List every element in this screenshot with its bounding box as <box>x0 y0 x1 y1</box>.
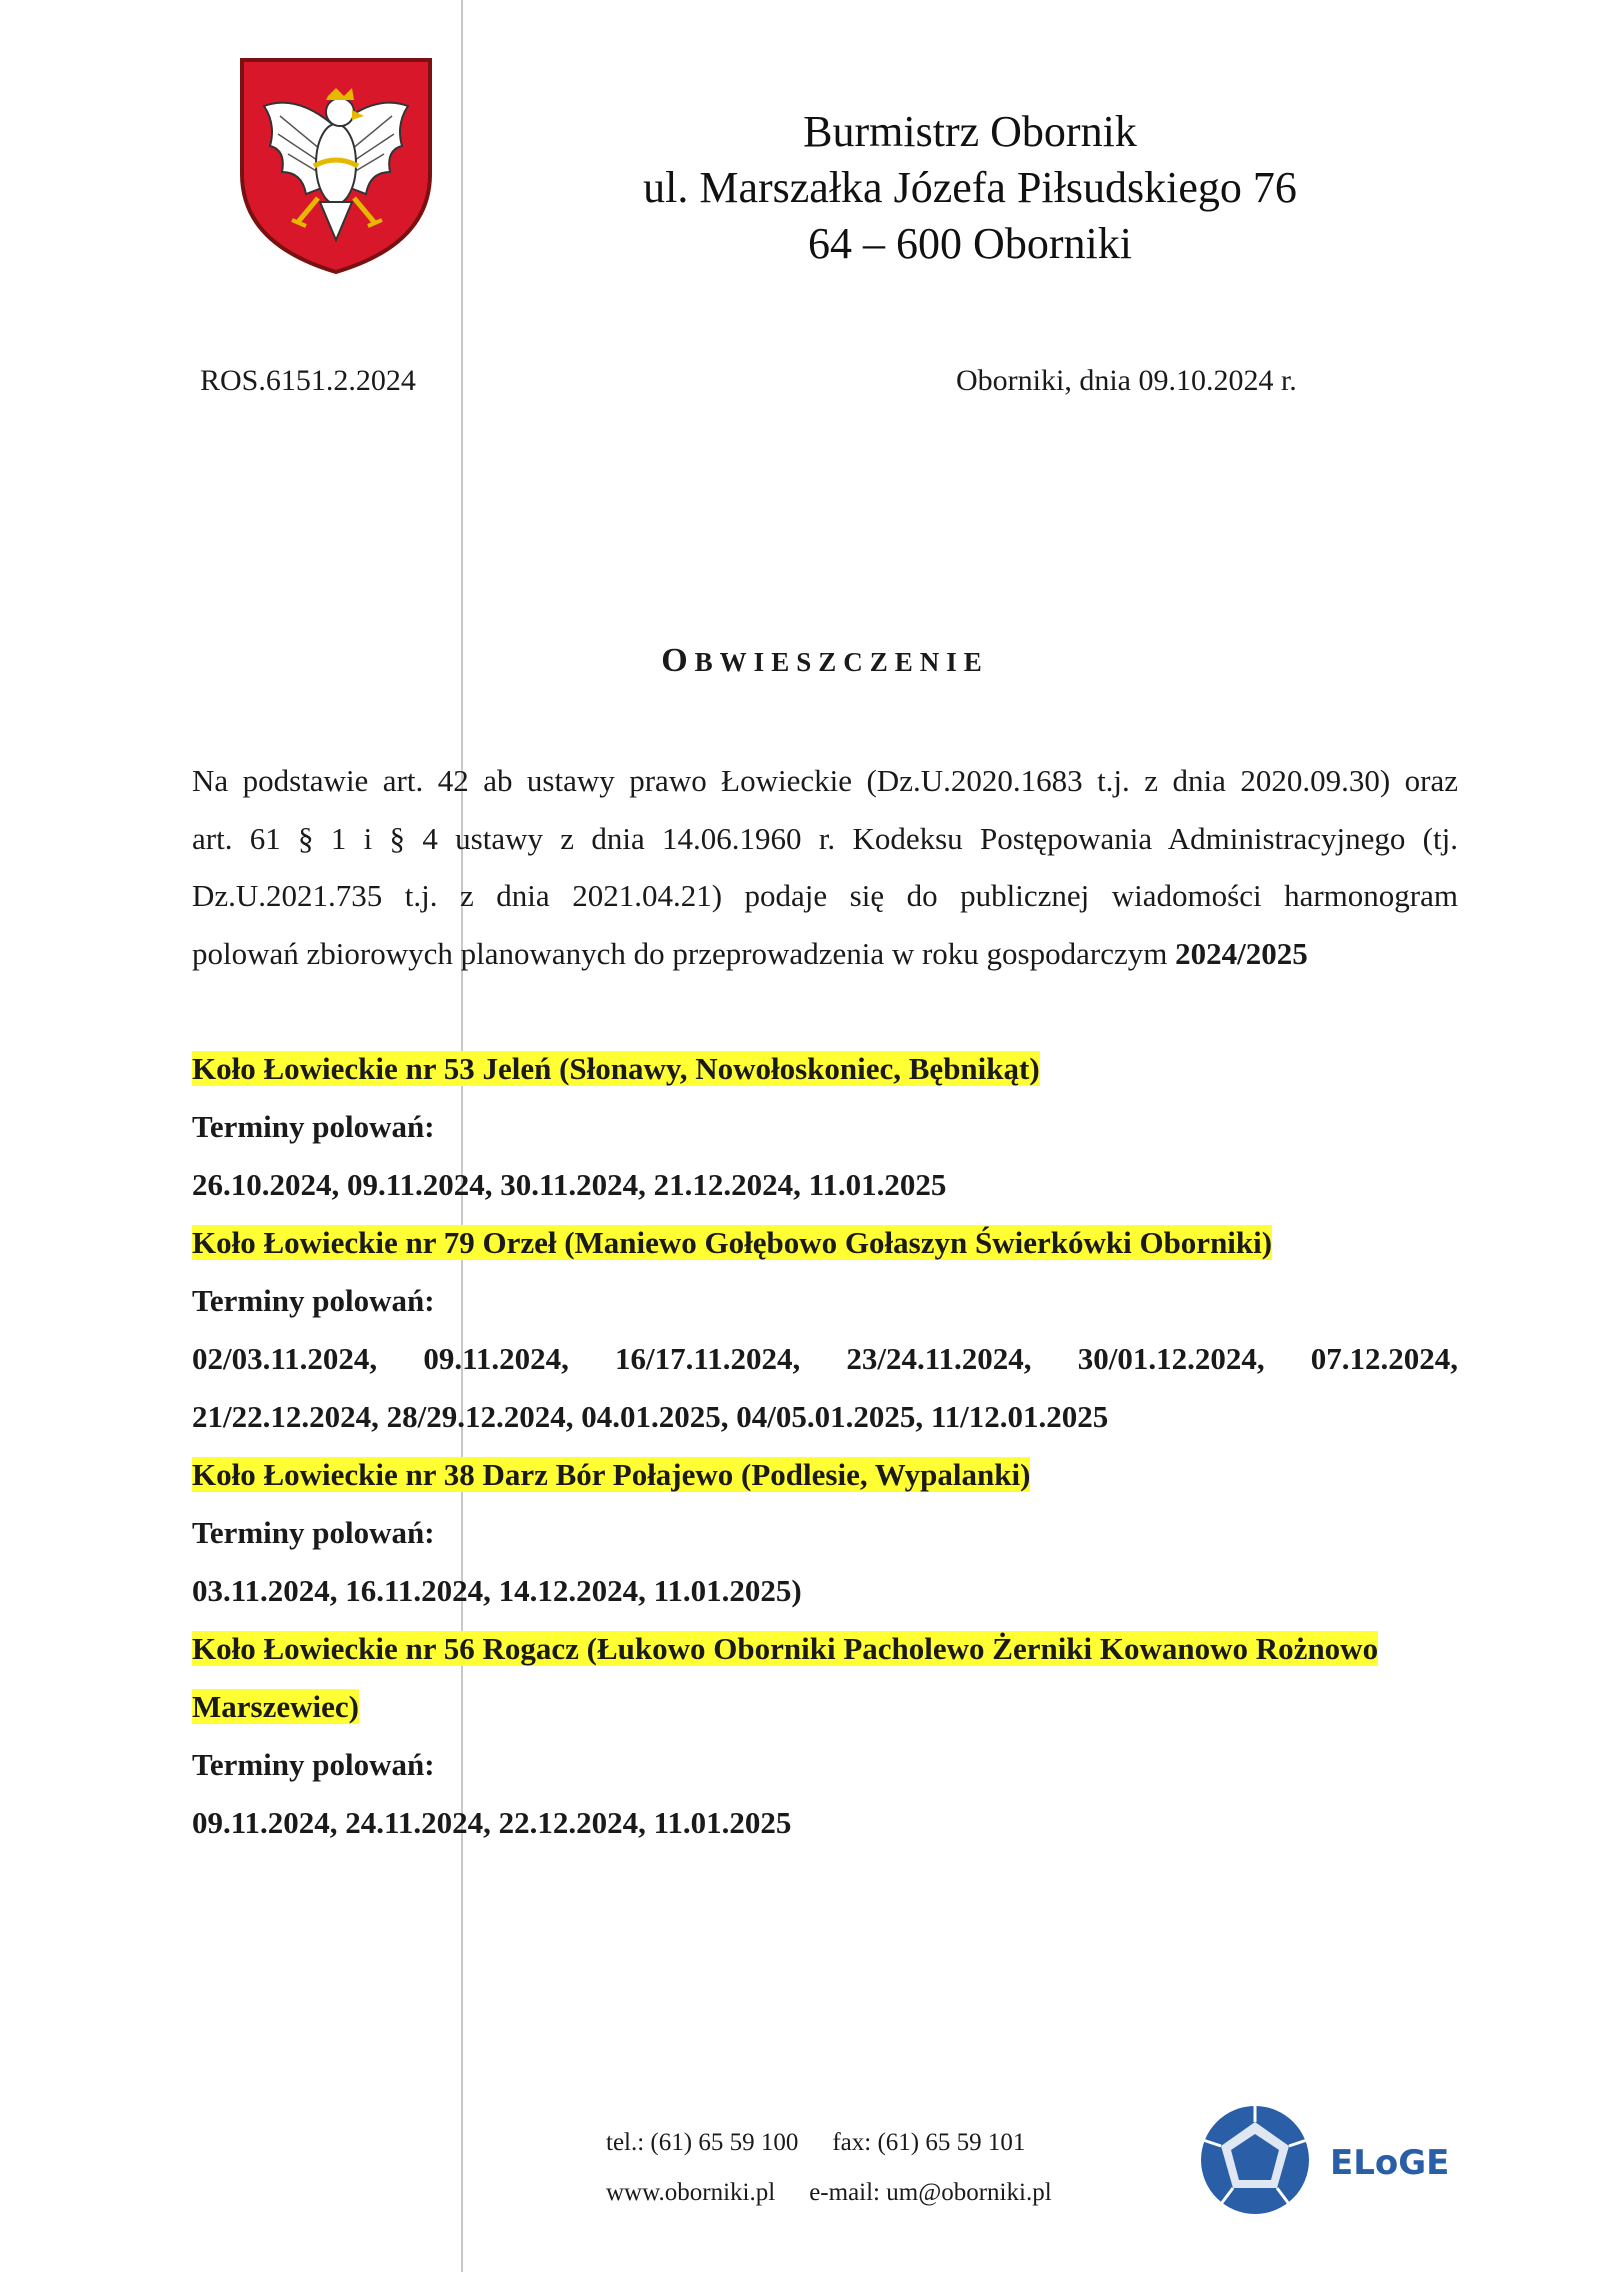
footer-contact <box>606 2118 1106 2218</box>
club-name: Koło Łowieckie nr 38 Darz Bór Połajewo (Podlesie, Wypalanki) <box>192 1457 1031 1492</box>
club-dates: 26.10.2024, 09.11.2024, 30.11.2024, 21.12.2024, 11.01.2025 <box>192 1167 947 1202</box>
title-rest: BWIESZCZENIE <box>694 647 989 677</box>
terms-label: Terminy polowań: <box>192 1747 435 1782</box>
eloge-logo-icon <box>1195 2100 1315 2220</box>
club-56 <box>192 1620 1458 1678</box>
terms-label: Terminy polowań: <box>192 1283 435 1318</box>
terms-label: Terminy polowań: <box>192 1515 435 1550</box>
club-38 <box>192 1446 1458 1504</box>
footer-phones <box>606 2118 1106 2168</box>
document-date: Oborniki, dnia 09.10.2024 r. <box>956 364 1297 397</box>
footer-fax: fax: (61) 65 59 101 <box>832 2129 1026 2156</box>
club-dates: 09.11.2024, 24.11.2024, 22.12.2024, 11.01.2025 <box>192 1805 792 1840</box>
club-name: Koło Łowieckie nr 56 Rogacz (Łukowo Oborniki Pacholewo Żerniki Kowanowo Rożnowo <box>192 1631 1379 1666</box>
body-line-last <box>192 925 1458 983</box>
club-dates: 02/03.11.2024, 09.11.2024, 16/17.11.2024, 23/24.11.2024, 30/01.12.2024, 07.12.2024, <box>192 1341 1458 1376</box>
club-53 <box>192 1040 1458 1098</box>
terms-label: Terminy polowań: <box>192 1109 435 1144</box>
issuer-city: 64 – 600 Oborniki <box>808 219 1132 268</box>
body-line: Na podstawie art. 42 ab ustawy prawo Łowieckie (Dz.U.2020.1683 t.j. z dnia 2020.09.30) oraz <box>192 763 1458 798</box>
club-56-cont <box>192 1678 1458 1736</box>
club-dates: 21/22.12.2024, 28/29.12.2024, 04.01.2025, 04/05.01.2025, 11/12.01.2025 <box>192 1399 1109 1434</box>
hunting-schedule <box>192 1040 1458 1852</box>
title-first-letter: O <box>661 642 695 679</box>
club-name-cont: Marszewiec) <box>192 1689 359 1724</box>
footer-web: www.oborniki.pl <box>606 2179 776 2206</box>
club-79 <box>192 1214 1458 1272</box>
issuer-header <box>560 104 1380 272</box>
body-line: Dz.U.2021.735 t.j. z dnia 2021.04.21) podaje się do publicznej wiadomości harmonogram <box>192 878 1458 913</box>
body-line: art. 61 § 1 i § 4 ustawy z dnia 14.06.1960 r. Kodeksu Postępowania Administracyjnego (tj. <box>192 820 1458 856</box>
issuer-office: Burmistrz Obornik <box>803 107 1137 156</box>
document-title <box>0 642 1615 680</box>
coat-of-arms-eagle-icon <box>236 54 436 277</box>
season-year: 2024/2025 <box>1175 935 1308 971</box>
club-name: Koło Łowieckie nr 79 Orzeł (Maniewo Gołębowo Gołaszyn Świerkówki Oborniki) <box>192 1225 1273 1260</box>
body-paragraph <box>192 752 1458 982</box>
footer-web-mail <box>606 2168 1106 2218</box>
reference-number: ROS.6151.2.2024 <box>200 364 416 397</box>
club-dates: 03.11.2024, 16.11.2024, 14.12.2024, 11.01.2025) <box>192 1573 802 1608</box>
footer-email: e-mail: um@oborniki.pl <box>809 2179 1052 2206</box>
body-last-text: polowań zbiorowych planowanych do przeprowadzenia w roku gospodarczym <box>192 935 1176 971</box>
footer-tel: tel.: (61) 65 59 100 <box>606 2129 799 2156</box>
issuer-street: ul. Marszałka Józefa Piłsudskiego 76 <box>643 163 1297 212</box>
eloge-logo-text: ELoGE <box>1330 2143 1450 2183</box>
club-name: Koło Łowieckie nr 53 Jeleń (Słonawy, Nowołoskoniec, Bębnikąt) <box>192 1051 1040 1086</box>
